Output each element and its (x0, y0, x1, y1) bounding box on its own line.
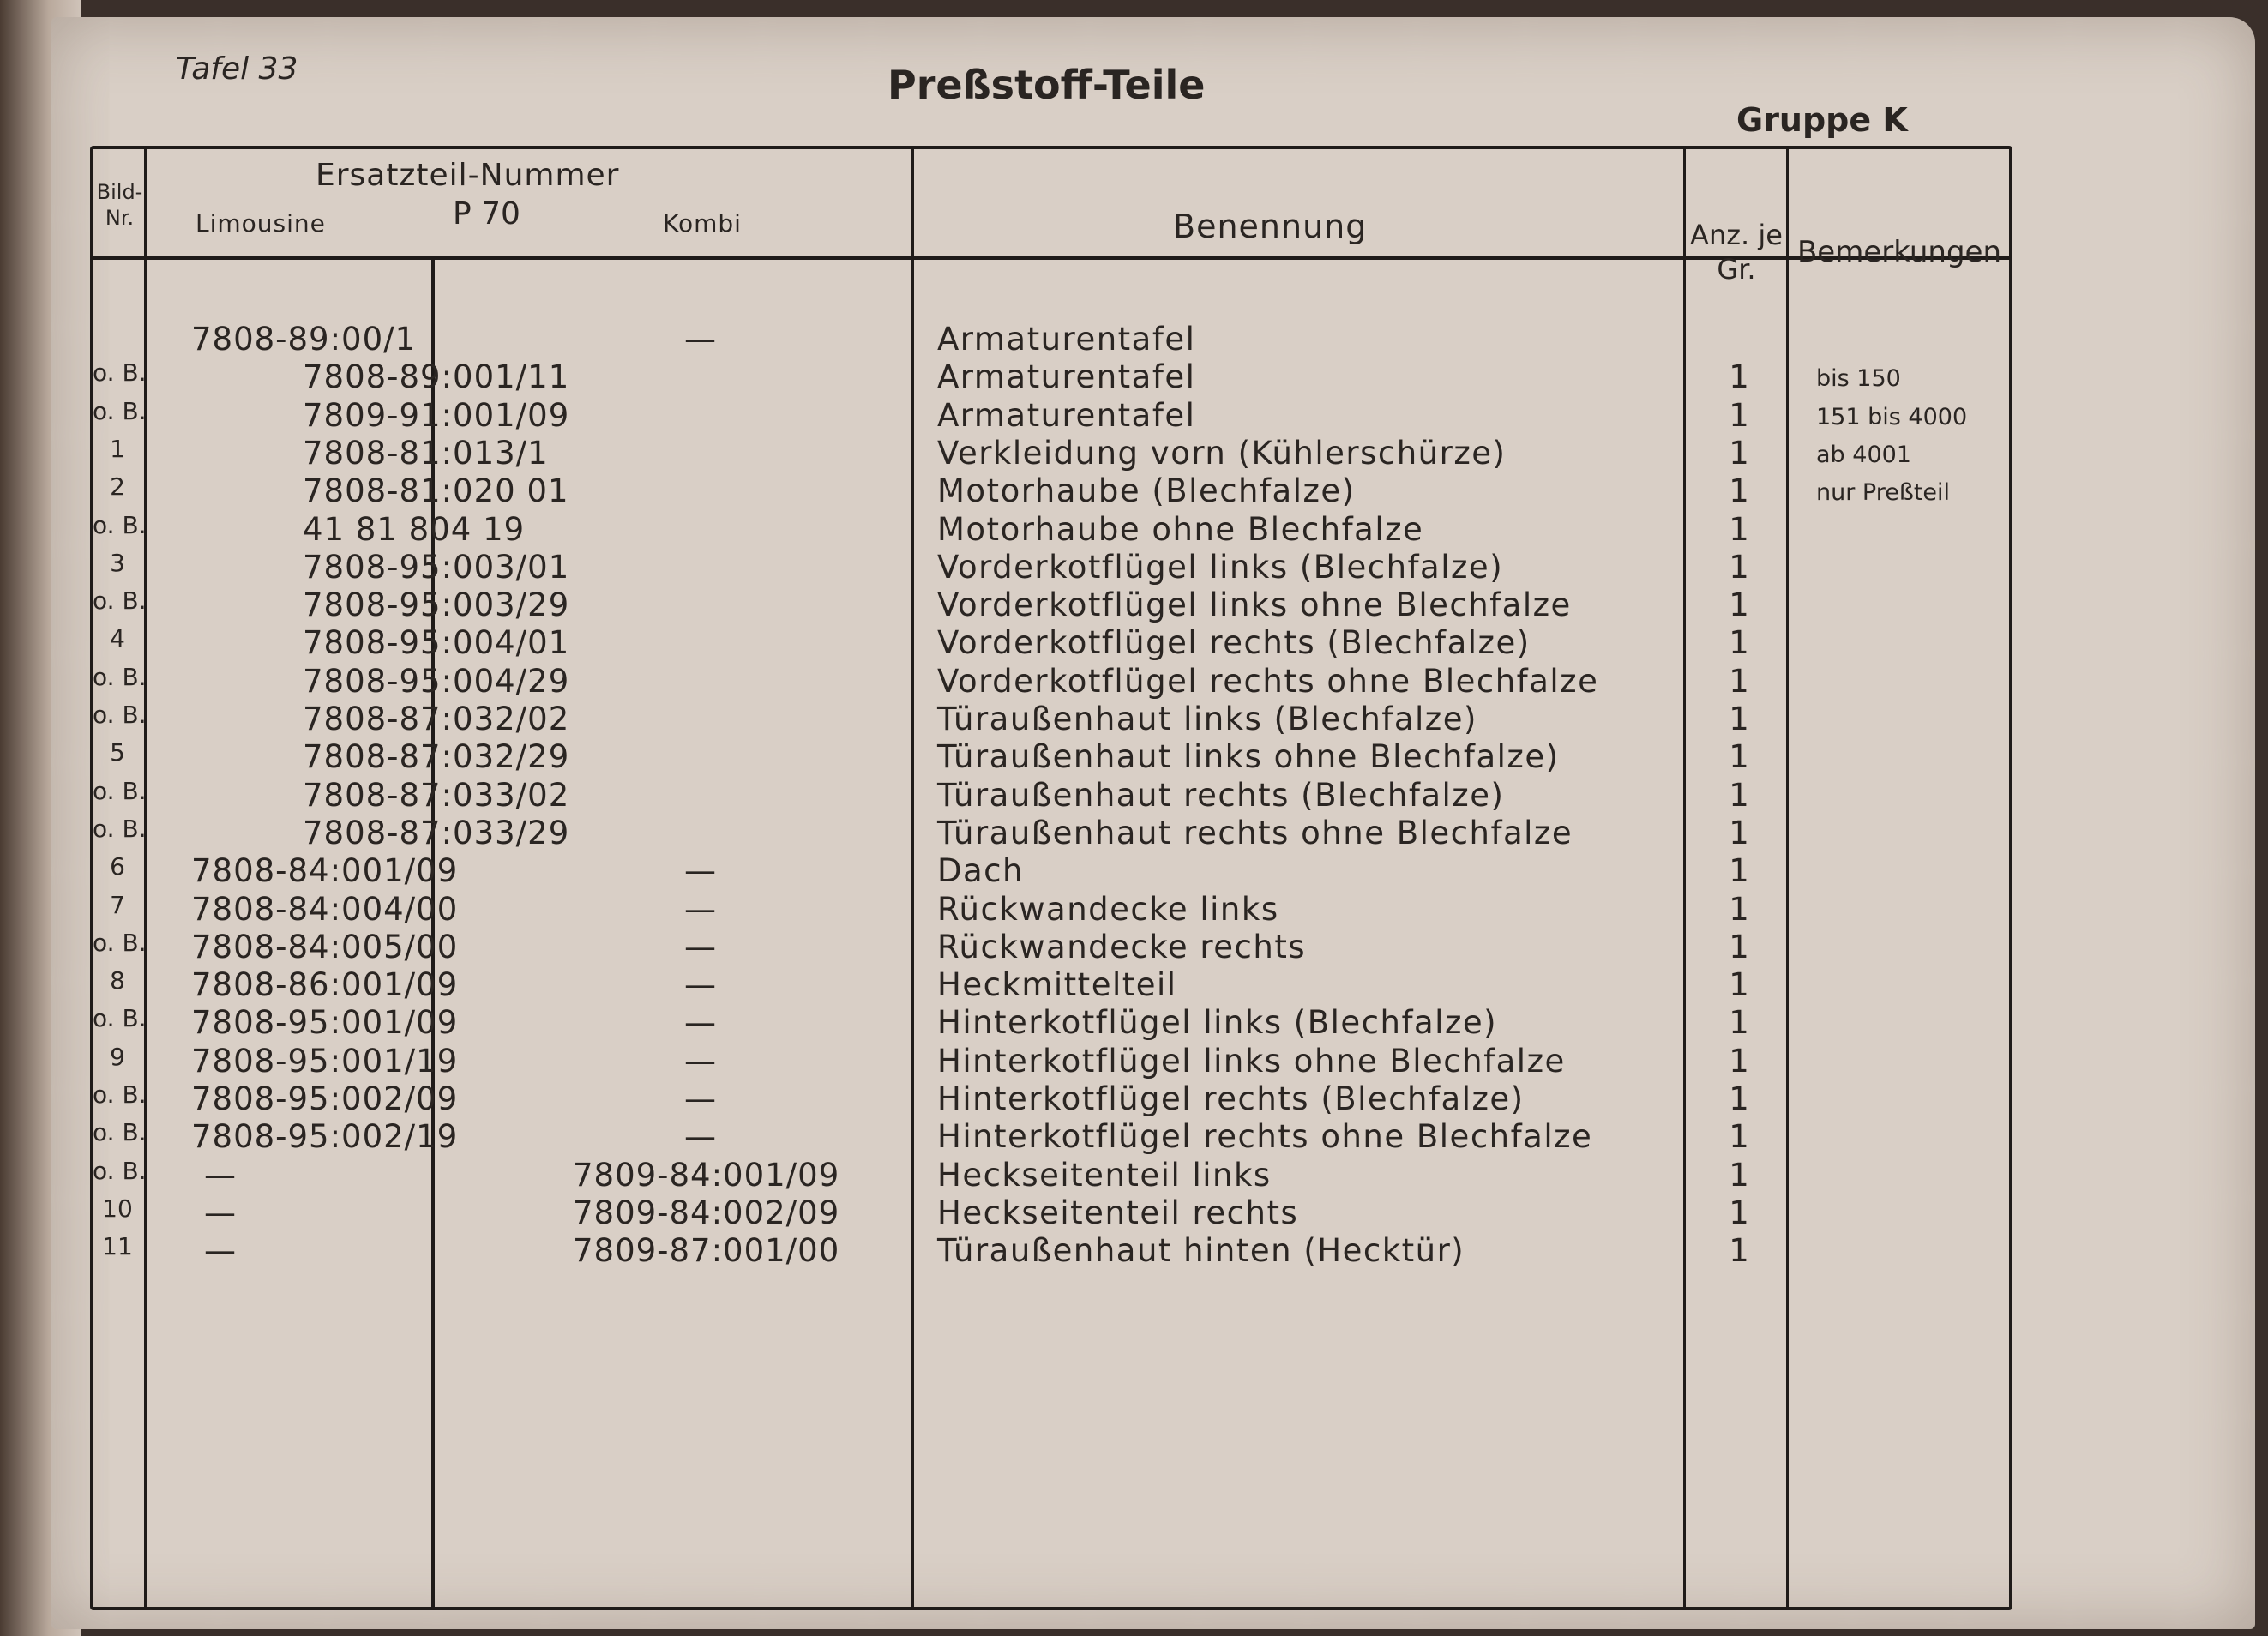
row-limousine-number: — (204, 1194, 237, 1231)
row-bild-nr: o. B. (93, 358, 147, 388)
group-label: Gruppe K (1736, 101, 1908, 139)
table-row (93, 891, 2005, 929)
row-benennung: Vorderkotflügel rechts ohne Blechfalze (937, 662, 1599, 700)
table-row (93, 321, 2005, 358)
table-row (93, 663, 2005, 701)
row-p70-number: 7808-87:033/02 (303, 776, 570, 814)
row-bild-nr: o. B. (93, 701, 147, 729)
row-quantity: 1 (1729, 776, 1749, 814)
row-quantity: 1 (1729, 548, 1749, 586)
row-benennung: Vorderkotflügel rechts (Blechfalze) (937, 624, 1531, 662)
row-kombi-number: — (684, 966, 717, 1004)
row-benennung: Türaußenhaut links ohne Blechfalze) (937, 738, 1560, 776)
row-benennung: Armaturentafel (937, 358, 1196, 396)
row-benennung: Hinterkotflügel rechts (Blechfalze) (937, 1080, 1525, 1117)
table-row (93, 815, 2005, 852)
parts-table (90, 146, 2012, 1610)
row-bild-nr: 8 (110, 966, 125, 995)
table-row (93, 511, 2005, 549)
row-kombi-number: 7809-87:001/00 (573, 1232, 840, 1270)
table-row (93, 472, 2005, 510)
row-benennung: Türaußenhaut links (Blechfalze) (937, 701, 1477, 737)
row-p70-number: 7808-95:003/29 (303, 586, 570, 624)
table-row (93, 549, 2005, 586)
row-bild-nr: 5 (110, 738, 125, 767)
row-p70-number: 7808-95:003/01 (303, 548, 570, 586)
row-bild-nr: 7 (110, 890, 125, 919)
row-bild-nr: o. B. (93, 814, 147, 843)
row-benennung: Türaußenhaut rechts ohne Blechfalze (937, 814, 1573, 851)
column-header-bemerkungen: Bemerkungen (1796, 235, 2002, 269)
row-quantity: 1 (1729, 1118, 1749, 1156)
row-kombi-number: — (684, 1080, 717, 1117)
row-quantity: 1 (1729, 1080, 1749, 1117)
row-quantity: 1 (1729, 472, 1749, 510)
row-p70-number: 7808-87:033/29 (303, 814, 570, 851)
table-row (93, 358, 2005, 396)
table-row (93, 777, 2005, 815)
row-limousine-number: — (204, 1232, 237, 1270)
table-row (93, 966, 2005, 1004)
page-tafel-label: Tafel 33 (176, 51, 298, 87)
row-benennung: Armaturentafel (937, 396, 1196, 434)
row-bild-nr: 10 (102, 1194, 133, 1223)
table-row (93, 586, 2005, 624)
row-bild-nr: o. B. (93, 776, 147, 805)
row-p70-number: 7808-87:032/02 (303, 701, 570, 737)
table-row (93, 624, 2005, 662)
column-header-kombi: Kombi (663, 209, 742, 238)
row-quantity: 1 (1729, 814, 1749, 851)
row-bild-nr: o. B. (93, 510, 147, 539)
row-benennung: Dach (937, 852, 1024, 890)
row-bild-nr: o. B. (93, 1004, 147, 1033)
row-benennung: Verkleidung vorn (Kühlerschürze) (937, 434, 1507, 472)
row-benennung: Türaußenhaut rechts (Blechfalze) (937, 776, 1505, 814)
row-kombi-number: 7809-84:001/09 (573, 1156, 840, 1194)
row-remark: ab 4001 (1816, 441, 1911, 468)
column-header-anz: Anz. je Gr. (1690, 219, 1783, 286)
row-bild-nr: o. B. (93, 1156, 147, 1185)
row-benennung: Vorderkotflügel links (Blechfalze) (937, 548, 1504, 586)
row-kombi-number: — (684, 890, 717, 928)
row-limousine-number: 7808-84:001/09 (191, 852, 459, 890)
row-kombi-number: 7809-84:002/09 (573, 1194, 840, 1231)
row-kombi-number: — (684, 321, 717, 358)
row-quantity: 1 (1729, 1004, 1749, 1042)
row-bild-nr: o. B. (93, 928, 147, 957)
row-bild-nr: 1 (110, 434, 125, 463)
page-title: Preßstoff-Teile (887, 62, 1206, 108)
row-bild-nr: 3 (110, 548, 125, 577)
row-benennung: Heckseitenteil rechts (937, 1194, 1299, 1231)
row-benennung: Hinterkotflügel rechts ohne Blechfalze (937, 1118, 1593, 1156)
row-quantity: 1 (1729, 966, 1749, 1004)
row-bild-nr: o. B. (93, 586, 147, 616)
row-quantity: 1 (1729, 1194, 1749, 1231)
row-bild-nr: 4 (110, 624, 125, 653)
row-quantity: 1 (1729, 358, 1749, 396)
table-row (93, 852, 2005, 890)
row-limousine-number: 7808-95:002/09 (191, 1080, 459, 1117)
table-row (93, 1004, 2005, 1042)
row-bild-nr: 2 (110, 472, 125, 502)
row-limousine-number: 7808-95:002/19 (191, 1118, 459, 1156)
row-p70-number: 7808-95:004/29 (303, 662, 570, 700)
row-limousine-number: 7808-95:001/19 (191, 1042, 459, 1080)
row-quantity: 1 (1729, 852, 1749, 890)
row-quantity: 1 (1729, 738, 1749, 776)
table-row (93, 929, 2005, 966)
table-row (93, 397, 2005, 435)
row-remark: bis 150 (1816, 365, 1901, 393)
row-kombi-number: — (684, 852, 717, 890)
row-quantity: 1 (1729, 434, 1749, 472)
table-row (93, 1043, 2005, 1080)
row-quantity: 1 (1729, 662, 1749, 700)
row-quantity: 1 (1729, 1232, 1749, 1270)
row-kombi-number: — (684, 1042, 717, 1080)
row-limousine-number: 7808-89:00/1 (191, 321, 417, 358)
row-quantity: 1 (1729, 701, 1749, 737)
row-benennung: Armaturentafel (937, 321, 1196, 358)
row-bild-nr: o. B. (93, 1118, 147, 1147)
table-row (93, 1194, 2005, 1232)
row-kombi-number: — (684, 1004, 717, 1042)
table-row (93, 1118, 2005, 1156)
column-header-benennung: Benennung (1173, 208, 1368, 245)
column-header-ersatzteil: Ersatzteil-Nummer (316, 158, 620, 193)
row-bild-nr: o. B. (93, 662, 147, 691)
row-benennung: Vorderkotflügel links ohne Blechfalze (937, 586, 1572, 624)
row-limousine-number: — (204, 1156, 237, 1194)
column-header-bild-nr: Bild-Nr. (96, 180, 143, 230)
row-limousine-number: 7808-84:004/00 (191, 890, 459, 928)
table-row (93, 701, 2005, 738)
row-remark: 151 bis 4000 (1816, 403, 1968, 430)
row-bild-nr: 9 (110, 1042, 125, 1071)
row-p70-number: 7808-81:020 01 (303, 472, 569, 510)
table-row (93, 738, 2005, 776)
row-quantity: 1 (1729, 624, 1749, 662)
row-benennung: Hinterkotflügel links ohne Blechfalze (937, 1042, 1566, 1080)
table-row (93, 1157, 2005, 1194)
row-quantity: 1 (1729, 510, 1749, 548)
row-bild-nr: 11 (102, 1232, 133, 1261)
table-row (93, 435, 2005, 472)
row-quantity: 1 (1729, 396, 1749, 434)
column-header-limousine: Limousine (196, 209, 326, 238)
row-benennung: Hinterkotflügel links (Blechfalze) (937, 1004, 1498, 1042)
row-quantity: 1 (1729, 1042, 1749, 1080)
row-benennung: Motorhaube ohne Blechfalze (937, 510, 1424, 548)
row-bild-nr: o. B. (93, 396, 147, 425)
row-quantity: 1 (1729, 890, 1749, 928)
row-benennung: Heckmittelteil (937, 966, 1177, 1004)
row-p70-number: 7808-89:001/11 (303, 358, 570, 396)
row-remark: nur Preßteil (1816, 479, 1951, 507)
row-bild-nr: 6 (110, 852, 125, 881)
row-kombi-number: — (684, 928, 717, 965)
row-limousine-number: 7808-86:001/09 (191, 966, 459, 1004)
row-bild-nr: o. B. (93, 1080, 147, 1109)
row-p70-number: 41 81 804 19 (303, 510, 526, 548)
row-benennung: Rückwandecke links (937, 890, 1279, 928)
table-row (93, 1232, 2005, 1270)
column-header-p70: P 70 (453, 196, 520, 232)
row-limousine-number: 7808-84:005/00 (191, 928, 459, 965)
row-benennung: Türaußenhaut hinten (Hecktür) (937, 1232, 1465, 1270)
row-quantity: 1 (1729, 1156, 1749, 1194)
row-p70-number: 7808-87:032/29 (303, 738, 570, 776)
row-limousine-number: 7808-95:001/09 (191, 1004, 459, 1042)
row-quantity: 1 (1729, 586, 1749, 624)
table-row (93, 1080, 2005, 1118)
row-kombi-number: — (684, 1118, 717, 1156)
row-p70-number: 7808-81:013/1 (303, 434, 549, 472)
row-p70-number: 7808-95:004/01 (303, 624, 570, 662)
row-benennung: Heckseitenteil links (937, 1156, 1272, 1194)
row-quantity: 1 (1729, 928, 1749, 965)
row-p70-number: 7809-91:001/09 (303, 396, 570, 434)
row-benennung: Motorhaube (Blechfalze) (937, 472, 1356, 510)
row-benennung: Rückwandecke rechts (937, 928, 1307, 965)
